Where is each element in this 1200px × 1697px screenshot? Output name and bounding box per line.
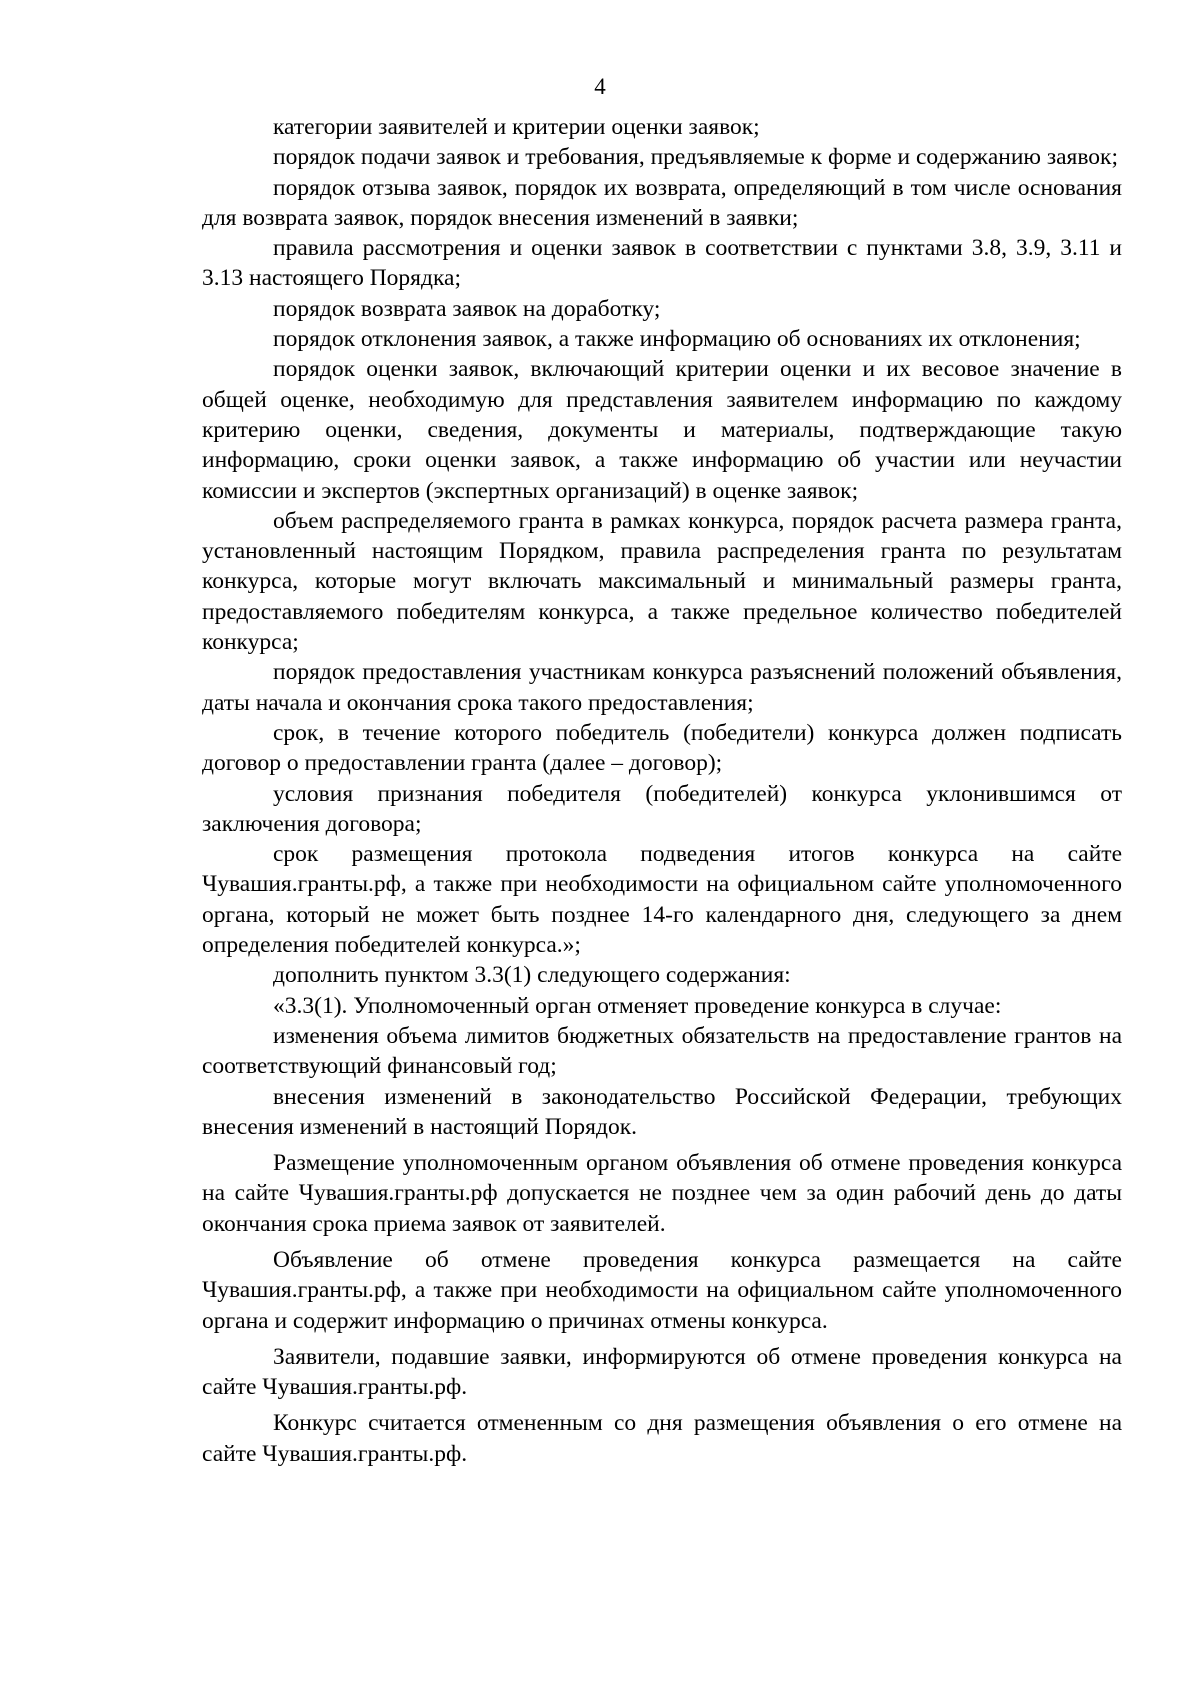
document-body: [202, 112, 1122, 1469]
paragraph: объем распределяемого гранта в рамках конкурса, порядок расчета размера гранта, установленный настоящим Порядком, правила распределения гранта по результатам конкурса, которые могут включать максимальный и минимальный размеры гранта, предоставляемого победителям конкурса, а также предельное количество победителей конкурса;: [202, 507, 1122, 656]
paragraph: условия признания победителя (победителей) конкурса уклонившимся от заключения договора;: [202, 780, 1122, 837]
paragraph: порядок возврата заявок на доработку;: [273, 295, 661, 322]
paragraph: Заявители, подавшие заявки, информируются об отмене проведения конкурса на сайте Чувашия.гранты.рф.: [202, 1343, 1122, 1401]
paragraph: порядок отзыва заявок, порядок их возврата, определяющий в том числе основания для возврата заявок, порядок внесения изменений в заявки;: [202, 174, 1122, 231]
paragraph: Конкурс считается отмененным со дня размещения объявления о его отмене на сайте Чувашия.гранты.рф.: [202, 1410, 1122, 1467]
paragraph: изменения объема лимитов бюджетных обязательств на предоставление грантов на соответствующий финансовый год;: [202, 1022, 1122, 1080]
paragraph: срок размещения протокола подведения итогов конкурса на сайте Чувашия.гранты.рф, а также при необходимости на официальном сайте уполномоченного органа, который не может быть позднее 14-го календарного дня, следующего за днем определения победителей конкурса.»;: [202, 841, 1122, 959]
paragraph: дополнить пунктом 3.3(1) следующего содержания:: [273, 962, 791, 989]
paragraph: порядок подачи заявок и требования, предъявляемые к форме и содержанию заявок;: [273, 144, 1118, 171]
paragraph: «3.3(1). Уполномоченный орган отменяет проведение конкурса в случае:: [273, 992, 1002, 1019]
paragraph: правила рассмотрения и оценки заявок в соответствии с пунктами 3.8, 3.9, 3.11 и 3.13 настоящего Порядка;: [202, 235, 1122, 292]
paragraph: порядок оценки заявок, включающий критерии оценки и их весовое значение в общей оценке, необходимую для представления заявителем информацию по каждому критерию оценки, сведения, документы и материалы, подтверждающие такую информацию, сроки оценки заявок, а также информацию об участии или неучастии комиссии и экспертов (экспертных организаций) в оценке заявок;: [202, 356, 1122, 504]
paragraph: категории заявителей и критерии оценки заявок;: [273, 114, 760, 140]
paragraph: Размещение уполномоченным органом объявления об отмене проведения конкурса на сайте Чувашия.гранты.рф допускается не позднее чем за один рабочий день до даты окончания срока приема заявок от заявителей.: [202, 1150, 1122, 1237]
paragraph: Объявление об отмене проведения конкурса размещается на сайте Чувашия.гранты.рф, а также при необходимости на официальном сайте уполномоченного органа и содержит информацию о причинах отмены конкурса.: [202, 1246, 1122, 1334]
paragraph: внесения изменений в законодательство Российской Федерации, требующих внесения изменений в настоящий Порядок.: [202, 1083, 1122, 1140]
paragraph: порядок отклонения заявок, а также информацию об основаниях их отклонения;: [273, 326, 1081, 353]
paragraph: порядок предоставления участникам конкурса разъяснений положений объявления, даты начала и окончания срока такого предоставления;: [202, 659, 1122, 716]
paragraph: срок, в течение которого победитель (победители) конкурса должен подписать договор о предоставлении гранта (далее – договор);: [202, 719, 1122, 777]
page-number: 4: [594, 74, 606, 99]
